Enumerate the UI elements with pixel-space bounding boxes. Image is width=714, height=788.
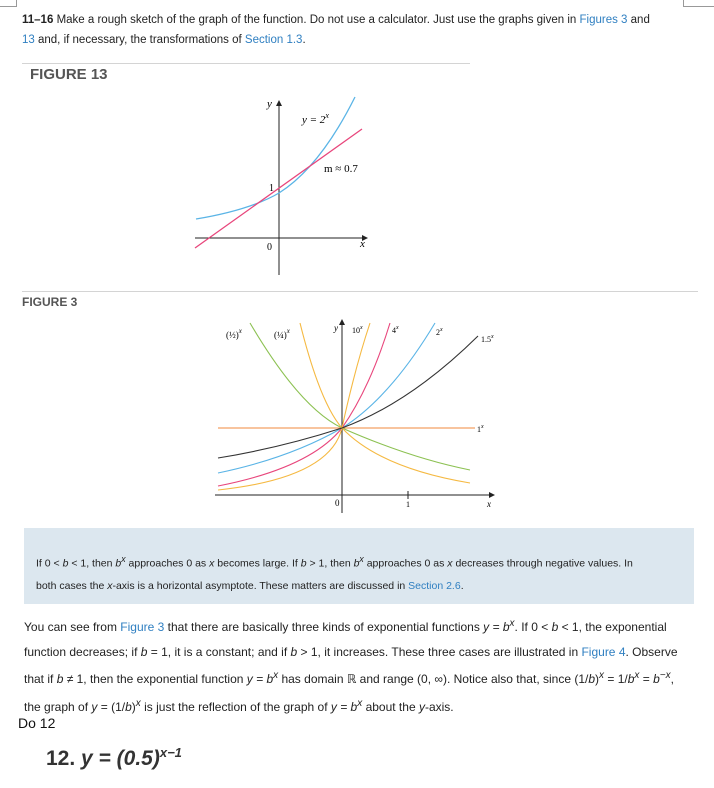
figure-3-link[interactable]: Figure 3 (120, 620, 165, 634)
exp-curve (196, 97, 355, 219)
curve-10x (218, 323, 370, 490)
curve-quarter-x (300, 323, 470, 483)
section-2-6-link[interactable]: Section 2.6 (408, 579, 461, 592)
x-axis-label: x (360, 238, 365, 250)
section-1-3-link[interactable]: Section 1.3 (244, 34, 303, 46)
x-tick-label: 1 (406, 500, 410, 509)
label-2x: 2$^x$ (436, 327, 443, 337)
origin-label: 0 (267, 242, 272, 253)
curve-1-5x (218, 336, 478, 458)
figure-4-link[interactable]: Figure 4 (581, 644, 626, 659)
curve-half-x (250, 323, 470, 470)
asymptote-note: If 0 < b < 1, then $b^x$ approaches 0 as x becomes large. If b > 1, then $b^x$ approaches 0 as x decreases through negative values. In both cases the x-axis is a horizontal asymptote. These matters are discussed in Section 2.6. (24, 528, 694, 604)
divider (22, 63, 470, 64)
figure-3-label: FIGURE 3 (22, 295, 78, 309)
figure-13-graph (180, 95, 380, 280)
label-10x: 10$^x$ (352, 325, 363, 335)
figure-13-label: FIGURE 13 (30, 66, 108, 83)
exercise-range: 11–16 (22, 14, 54, 26)
y-axis-label: y (334, 323, 338, 333)
corner-mark-right (683, 0, 714, 7)
figures-3-link[interactable]: Figures 3 (579, 14, 628, 26)
origin-label: 0 (335, 498, 340, 508)
divider (22, 291, 698, 292)
curve-4x (218, 323, 390, 486)
assignment-note: Do 12 (18, 715, 56, 731)
figure-3-graph (210, 318, 500, 518)
label-1x: 1$^x$ (477, 424, 484, 434)
label-1-5x: 1.5$^x$ (481, 334, 494, 344)
problem-12: 12. $y = (0.5)^{x-1}$ (46, 745, 182, 770)
exercise-instructions: 11–16 Make a rough sketch of the graph of the function. Do not use a calculator. Just use the graphs given in Figures 3 and 13 and, if necessary, the transformations of Section 1.3. (22, 14, 650, 46)
corner-mark-left (0, 0, 17, 7)
y-intercept-label: 1 (269, 183, 274, 194)
label-4x: 4$^x$ (392, 325, 399, 335)
y-axis-label: y (267, 98, 272, 110)
exponential-explanation: You can see from Figure 3 that there are basically three kinds of exponential functions $y = b^x$. If 0 < b < 1, the exponential function decreases; if b = 1, it is a constant; and if b > 1, it increases. These three cases are illustrated in Figure 4. Observe that if b ≠ 1, then the exponential function $y = b^x$ has domain ℝ and range (0, ∞). Notice also that, since $(1/b)^x = 1/b^x = b^{-x}$, the graph of $y = (1/b)^x$ is just the reflection of the graph of $y = b^x$ about the y-axis. (24, 618, 678, 714)
curve-label: $y = 2^x$ (302, 111, 329, 126)
label-half-x: (½)$^x$ (226, 327, 242, 340)
figure-13-link[interactable]: 13 (22, 34, 35, 46)
slope-label: m ≈ 0.7 (324, 163, 358, 175)
label-quarter-x: (¼)$^x$ (274, 327, 290, 340)
x-axis-label: x (487, 499, 491, 509)
